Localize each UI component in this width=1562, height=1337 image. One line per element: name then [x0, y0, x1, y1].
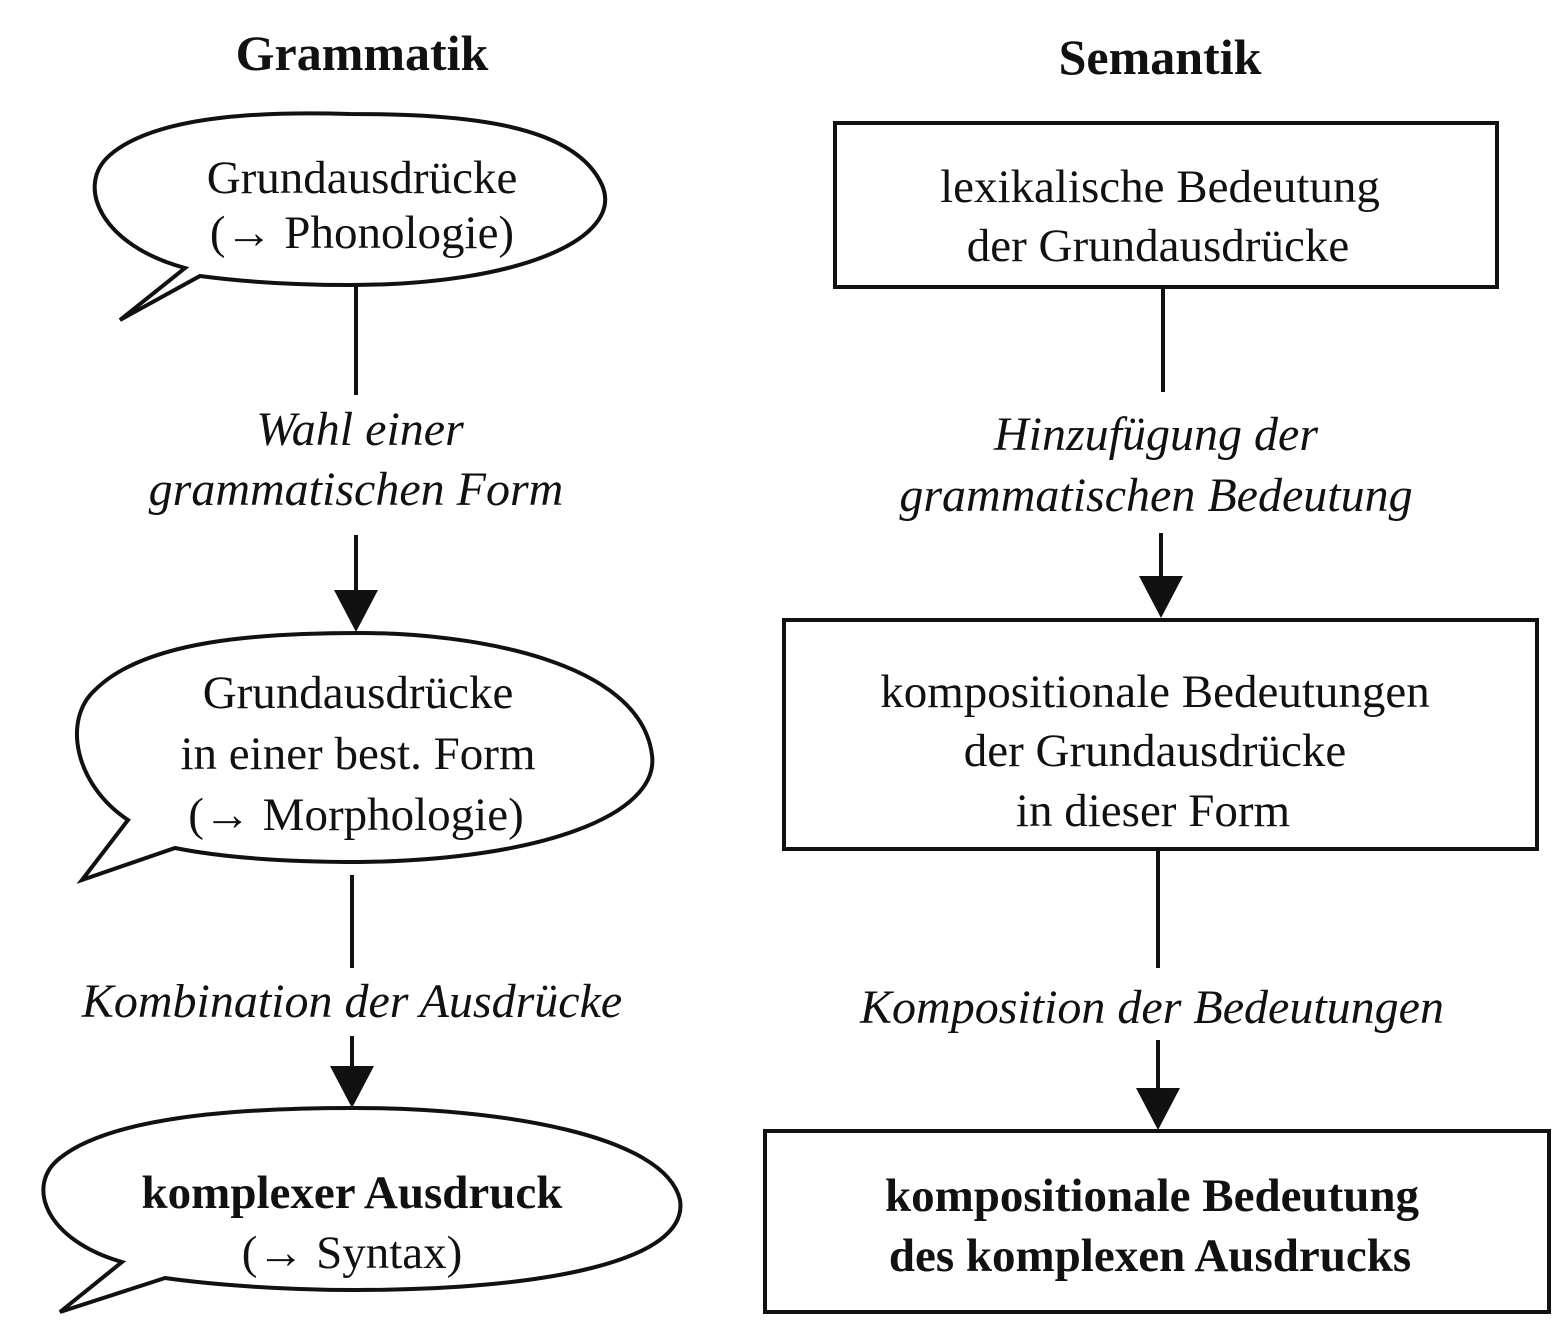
arrow-down-icon: [330, 1066, 374, 1108]
semantik-node3-line1: kompositionale Bedeutung: [884, 1170, 1420, 1222]
grammatik-node1-line2: (→ Phonologie): [209, 207, 515, 259]
arrow-down-icon: [1136, 1088, 1180, 1130]
grammatik-step2-line1: Kombination der Ausdrücke: [81, 975, 623, 1028]
semantik-node-lexikalische-bedeutung: [835, 123, 1497, 287]
grammatik-node2-line2: in einer best. Form: [180, 728, 536, 780]
semantik-node3-line2: des komplexen Ausdrucks: [888, 1230, 1412, 1282]
semantik-node1-line2: der Grundausdrücke: [966, 220, 1350, 272]
grammatik-node-bestimmte-form: [77, 633, 652, 880]
semantik-node2-line1: kompositionale Bedeutungen: [880, 666, 1430, 718]
semantik-node2-line2: der Grundausdrücke: [963, 725, 1347, 777]
grammatik-node2-line3: (→ Morphologie): [188, 789, 524, 841]
semantik-heading: Semantik: [1058, 29, 1262, 85]
semantik-step2-line1: Komposition der Bedeutungen: [860, 981, 1444, 1034]
grammatik-step1-line1: Wahl einer: [256, 403, 464, 456]
semantik-node-kompositionale-bedeutungen: [784, 620, 1537, 849]
semantik-step1-line2: grammatischen Bedeutung: [899, 469, 1413, 522]
grammatik-node3-line1: komplexer Ausdruck: [141, 1167, 563, 1219]
semantik-node-kompositionale-bedeutung: [765, 1131, 1549, 1312]
grammatik-node-komplexer-ausdruck: [43, 1108, 680, 1312]
arrow-down-icon: [334, 590, 378, 632]
semantik-node1-line1: lexikalische Bedeutung: [940, 161, 1380, 213]
grammatik-node1-line1: Grundausdrücke: [206, 152, 518, 204]
grammatik-node3-line2: (→ Syntax): [241, 1227, 463, 1279]
grammatik-step1-line2: grammatischen Form: [148, 463, 564, 516]
semantik-node2-line3: in dieser Form: [1015, 785, 1291, 837]
arrow-down-icon: [1139, 576, 1183, 618]
semantik-step1-line1: Hinzufügung der: [994, 408, 1318, 461]
grammatik-heading: Grammatik: [235, 25, 489, 81]
grammatik-node-grundausdruecke: [95, 113, 605, 320]
grammatik-node2-line1: Grundausdrücke: [202, 667, 514, 719]
